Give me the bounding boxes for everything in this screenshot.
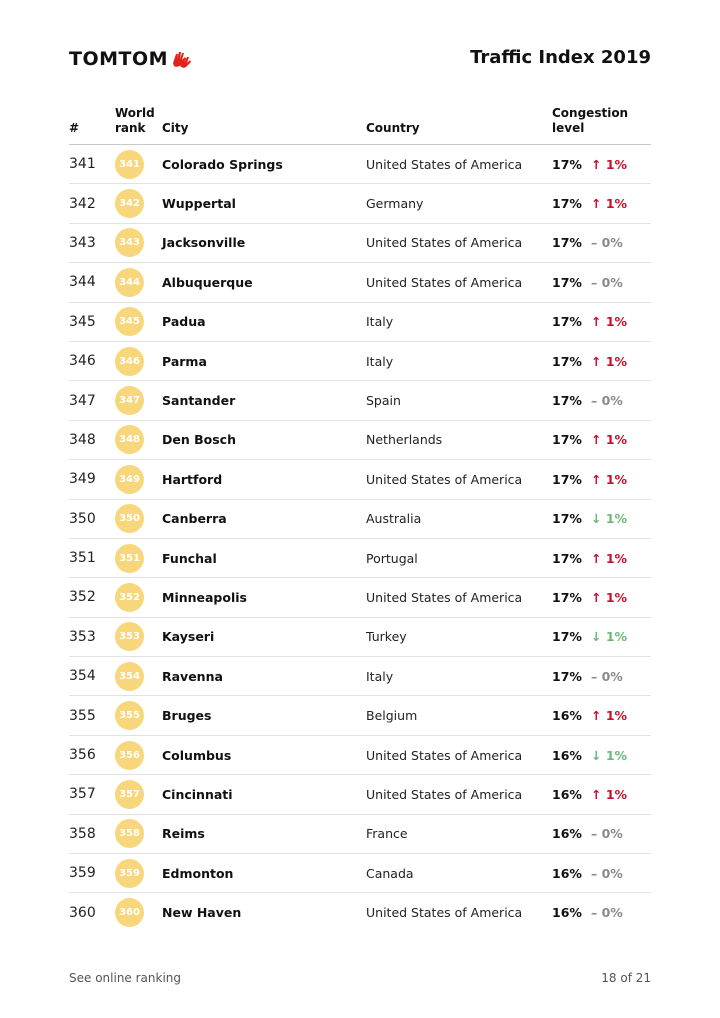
congestion-level: 17%: [552, 314, 582, 330]
congestion-level: 17%: [552, 471, 582, 487]
country-name: Netherlands: [366, 432, 443, 448]
world-rank-badge: [115, 421, 144, 459]
page-number: 18 of 21: [601, 971, 651, 985]
row-number: 341: [69, 156, 96, 173]
congestion-change: ↓ 1%: [591, 747, 628, 763]
table-row: [69, 893, 651, 931]
table-row: [69, 303, 651, 342]
table-row: [69, 263, 651, 302]
congestion-change: ↓ 1%: [591, 511, 628, 527]
row-number: 342: [69, 195, 96, 212]
city-name: Funchal: [162, 550, 217, 566]
city-name: Bruges: [162, 708, 212, 724]
world-rank-badge: [115, 815, 144, 853]
congestion-level: 17%: [552, 550, 582, 566]
table-row: [69, 854, 651, 893]
country-name: United States of America: [366, 156, 523, 172]
country-name: United States of America: [366, 274, 523, 290]
country-name: France: [366, 826, 408, 842]
world-rank-value: 346: [115, 347, 144, 376]
country-name: Canada: [366, 865, 414, 881]
city-name: Jacksonville: [162, 235, 246, 251]
table-row: [69, 539, 651, 578]
congestion-change: ↑ 1%: [591, 708, 628, 724]
city-name: Colorado Springs: [162, 156, 283, 172]
table-row: [69, 775, 651, 814]
logo-text: TOMTOM: [69, 48, 169, 70]
congestion-change: – 0%: [591, 393, 623, 409]
row-number: 348: [69, 431, 96, 448]
congestion-change: – 0%: [591, 905, 623, 921]
row-number: 345: [69, 313, 96, 330]
table-row: [69, 381, 651, 420]
world-rank-value: 359: [115, 859, 144, 888]
header-country: Country: [366, 121, 420, 135]
world-rank-value: 355: [115, 701, 144, 730]
congestion-level: 17%: [552, 668, 582, 684]
online-ranking-link[interactable]: See online ranking: [69, 971, 182, 985]
world-rank-value: 352: [115, 583, 144, 612]
world-rank-value: 347: [115, 386, 144, 415]
world-rank-value: 342: [115, 189, 144, 218]
row-number: 343: [69, 234, 96, 251]
table-body: [69, 145, 651, 932]
world-rank-badge: [115, 893, 144, 931]
congestion-change: ↑ 1%: [591, 786, 628, 802]
world-rank-badge: [115, 539, 144, 577]
row-number: 360: [69, 904, 96, 921]
row-number: 351: [69, 550, 96, 567]
congestion-level: 16%: [552, 905, 582, 921]
congestion-change: ↑ 1%: [591, 353, 628, 369]
world-rank-badge: [115, 657, 144, 695]
city-name: Parma: [162, 353, 207, 369]
report-title: Traffic Index 2019: [470, 47, 651, 68]
city-name: Columbus: [162, 747, 232, 763]
world-rank-badge: [115, 224, 144, 262]
congestion-change: ↑ 1%: [591, 196, 628, 212]
row-number: 346: [69, 353, 96, 370]
city-name: Minneapolis: [162, 589, 247, 605]
world-rank-value: 343: [115, 228, 144, 257]
city-name: Albuquerque: [162, 274, 253, 290]
congestion-change: ↓ 1%: [591, 629, 628, 645]
world-rank-badge: [115, 342, 144, 380]
city-name: Hartford: [162, 471, 223, 487]
page-header: [69, 46, 651, 76]
table-row: [69, 618, 651, 657]
table-row: [69, 184, 651, 223]
city-name: Den Bosch: [162, 432, 236, 448]
congestion-level: 16%: [552, 786, 582, 802]
congestion-level: 16%: [552, 747, 582, 763]
world-rank-value: 344: [115, 268, 144, 297]
congestion-level: 17%: [552, 156, 582, 172]
country-name: Australia: [366, 511, 422, 527]
row-number: 355: [69, 707, 96, 724]
congestion-change: – 0%: [591, 274, 623, 290]
congestion-level: 17%: [552, 274, 582, 290]
world-rank-value: 357: [115, 780, 144, 809]
row-number: 357: [69, 786, 96, 803]
congestion-change: ↑ 1%: [591, 589, 628, 605]
congestion-change: ↑ 1%: [591, 156, 628, 172]
country-name: Portugal: [366, 550, 418, 566]
world-rank-value: 350: [115, 504, 144, 533]
world-rank-value: 354: [115, 662, 144, 691]
world-rank-value: 345: [115, 307, 144, 336]
world-rank-badge: [115, 500, 144, 538]
world-rank-badge: [115, 145, 144, 183]
tomtom-logo: [69, 48, 192, 70]
congestion-change: – 0%: [591, 235, 623, 251]
congestion-change: – 0%: [591, 865, 623, 881]
world-rank-badge: [115, 854, 144, 892]
world-rank-value: 341: [115, 150, 144, 179]
world-rank-badge: [115, 618, 144, 656]
congestion-level: 17%: [552, 511, 582, 527]
table-row: [69, 421, 651, 460]
table-row: [69, 696, 651, 735]
row-number: 359: [69, 865, 96, 882]
city-name: Edmonton: [162, 865, 234, 881]
table-row: [69, 736, 651, 775]
row-number: 350: [69, 510, 96, 527]
city-name: Canberra: [162, 511, 227, 527]
world-rank-value: 356: [115, 741, 144, 770]
congestion-level: 17%: [552, 196, 582, 212]
row-number: 358: [69, 825, 96, 842]
world-rank-badge: [115, 578, 144, 616]
header-num: #: [69, 121, 80, 135]
congestion-level: 16%: [552, 708, 582, 724]
row-number: 352: [69, 589, 96, 606]
country-name: Spain: [366, 393, 401, 409]
city-name: Kayseri: [162, 629, 215, 645]
world-rank-badge: [115, 736, 144, 774]
country-name: Italy: [366, 353, 394, 369]
country-name: Italy: [366, 314, 394, 330]
row-number: 349: [69, 471, 96, 488]
city-name: Cincinnati: [162, 786, 233, 802]
row-number: 353: [69, 628, 96, 645]
country-name: United States of America: [366, 589, 523, 605]
country-name: Belgium: [366, 708, 418, 724]
table-row: [69, 342, 651, 381]
world-rank-value: 353: [115, 622, 144, 651]
city-name: New Haven: [162, 905, 242, 921]
congestion-level: 17%: [552, 393, 582, 409]
congestion-change: ↑ 1%: [591, 471, 628, 487]
congestion-change: ↑ 1%: [591, 432, 628, 448]
congestion-level: 17%: [552, 589, 582, 605]
country-name: Turkey: [366, 629, 407, 645]
country-name: United States of America: [366, 235, 523, 251]
city-name: Wuppertal: [162, 196, 236, 212]
table-row: [69, 578, 651, 617]
world-rank-badge: [115, 381, 144, 419]
world-rank-value: 351: [115, 544, 144, 573]
table-row: [69, 500, 651, 539]
congestion-level: 17%: [552, 235, 582, 251]
header-world-rank: World rank: [115, 106, 155, 135]
header-congestion-level: Congestion level: [552, 106, 629, 135]
table-row: [69, 815, 651, 854]
world-rank-badge: [115, 263, 144, 301]
table-row: [69, 145, 651, 184]
row-number: 354: [69, 668, 96, 685]
world-rank-badge: [115, 696, 144, 734]
world-rank-badge: [115, 184, 144, 222]
table-row: [69, 460, 651, 499]
city-name: Santander: [162, 393, 236, 409]
congestion-level: 17%: [552, 432, 582, 448]
congestion-level: 17%: [552, 629, 582, 645]
world-rank-badge: [115, 303, 144, 341]
congestion-change: – 0%: [591, 826, 623, 842]
table-row: [69, 224, 651, 263]
world-rank-value: 349: [115, 465, 144, 494]
country-name: United States of America: [366, 471, 523, 487]
row-number: 344: [69, 274, 96, 291]
world-rank-badge: [115, 775, 144, 813]
congestion-level: 16%: [552, 826, 582, 842]
congestion-level: 16%: [552, 865, 582, 881]
world-rank-value: 348: [115, 425, 144, 454]
country-name: United States of America: [366, 747, 523, 763]
congestion-level: 17%: [552, 353, 582, 369]
world-rank-badge: [115, 460, 144, 498]
congestion-change: ↑ 1%: [591, 550, 628, 566]
table-row: [69, 657, 651, 696]
row-number: 347: [69, 392, 96, 409]
city-name: Padua: [162, 314, 206, 330]
congestion-change: – 0%: [591, 668, 623, 684]
country-name: United States of America: [366, 786, 523, 802]
header-city: City: [162, 121, 189, 135]
country-name: Germany: [366, 196, 424, 212]
world-rank-value: 358: [115, 819, 144, 848]
table-header: [69, 106, 651, 145]
world-rank-value: 360: [115, 898, 144, 927]
city-name: Ravenna: [162, 668, 223, 684]
country-name: United States of America: [366, 905, 523, 921]
country-name: Italy: [366, 668, 394, 684]
row-number: 356: [69, 747, 96, 764]
city-name: Reims: [162, 826, 205, 842]
congestion-change: ↑ 1%: [591, 314, 628, 330]
ranking-table: [69, 106, 651, 932]
tomtom-hands-icon: [170, 49, 192, 69]
